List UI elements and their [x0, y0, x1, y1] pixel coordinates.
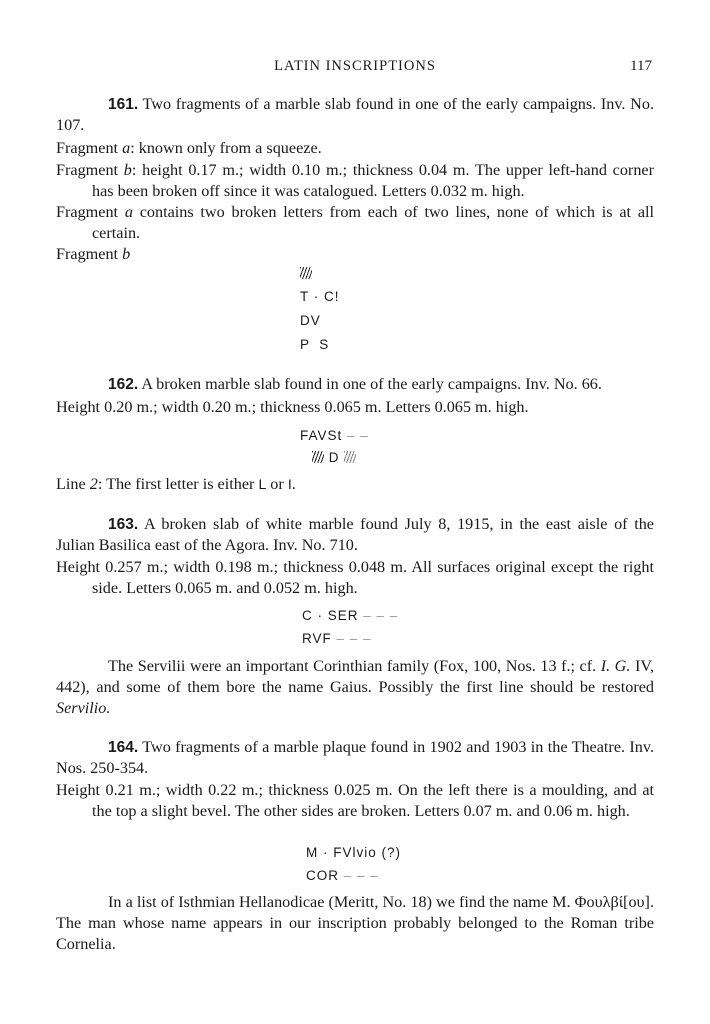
inscription-line: COR – – –	[306, 868, 379, 883]
running-header	[56, 58, 654, 78]
entry-162-dimensions: Height 0.20 m.; width 0.20 m.; thickness 0.065 m. Letters 0.065 m. high.	[56, 398, 529, 416]
entry-number: 163.	[108, 516, 139, 533]
entry-163-dimensions: Height 0.257 m.; width 0.198 m.; thickness 0.048 m. All surfaces original except the right side. Letters 0.065 m. and 0.052 m. high.	[56, 558, 654, 597]
inscription-line: T · C!	[300, 289, 340, 304]
inscription-line: D	[312, 450, 356, 465]
inscription-line: DV	[300, 313, 321, 328]
inscription-line: M · FVlvio (?)	[306, 845, 401, 860]
entry-163-commentary: The Servilii were an important Corinthian family (Fox, 100, Nos. 13 f.; cf. I. G. IV, 442), and some of them bore the name Gaius. Possibly the first line should be restored Servilio.	[56, 657, 654, 717]
entry-164-commentary: In a list of Isthmian Hellanodicae (Meritt, No. 18) we find the name M. Φουλβί[ου]. The man whose name appears in our inscription probably belonged to the Roman tribe Cornelia.	[56, 893, 654, 953]
entry-162-note: Line 2: The first letter is either L or I.	[56, 475, 296, 493]
entry-164-dimensions: Height 0.21 m.; width 0.22 m.; thickness 0.025 m. On the left there is a moulding, and at the top a slight bevel. The other sides are broken. Letters 0.07 m. and 0.06 m. high.	[56, 781, 654, 820]
entry-164-intro: 164. Two fragments of a marble plaque found in 1902 and 1903 in the Theatre. Inv. Nos. 250-354.	[56, 738, 654, 777]
entry-161-intro: 161. Two fragments of a marble slab found in one of the early campaigns. Inv. No. 107.	[56, 95, 654, 134]
entry-number: 161.	[108, 96, 139, 113]
entry-number: 164.	[108, 739, 139, 756]
running-title: LATIN INSCRIPTIONS	[274, 58, 436, 74]
inscription-line: FAVSt – –	[300, 428, 369, 443]
inscription-line: P S	[300, 337, 330, 352]
page-number: 117	[630, 58, 652, 74]
entry-163-intro: 163. A broken slab of white marble found July 8, 1915, in the east aisle of the Julian Basilica east of the Agora. Inv. No. 710.	[56, 515, 654, 554]
inscription-line: RVF – – –	[302, 631, 372, 646]
entry-161-fragment-a: Fragment a: known only from a squeeze.	[56, 139, 322, 157]
inscription-broken-letters	[300, 266, 312, 281]
entry-161-fragment-a-note: Fragment a contains two broken letters from each of two lines, none of which is at all certain.	[56, 203, 654, 242]
entry-number: 162.	[108, 376, 139, 393]
entry-161-fragment-b-label: Fragment b	[56, 245, 131, 263]
inscription-line: C · SER – – –	[302, 608, 399, 623]
entry-162-intro: 162. A broken marble slab found in one of the early campaigns. Inv. No. 66.	[108, 375, 602, 393]
entry-161-fragment-b: Fragment b: height 0.17 m.; width 0.10 m.; thickness 0.04 m. The upper left-hand corner has been broken off since it was catalogued. Letters 0.032 m. high.	[56, 161, 654, 200]
